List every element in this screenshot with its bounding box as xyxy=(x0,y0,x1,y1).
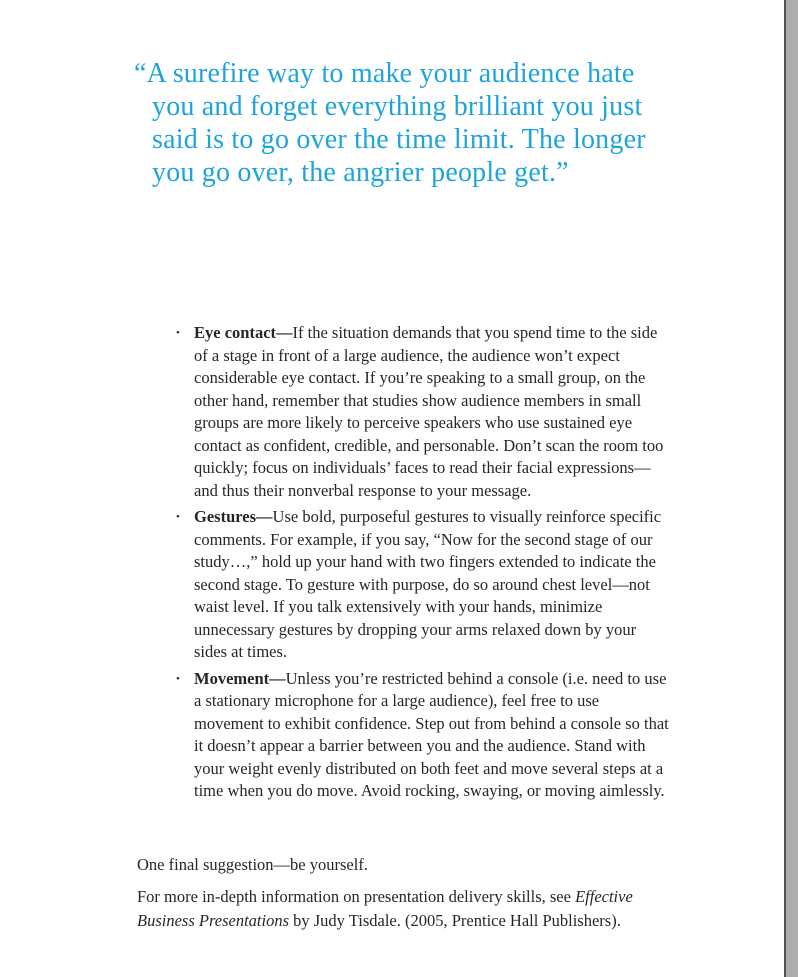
bullet-body: Unless you’re restricted behind a console (i.e. need to use a stationary microphone for a large audience), feel free to use movement to exhibit confidence. Step out from behind a console so that it doesn’t appear a barrier between you and the audience. Stand with your weight evenly distributed on both feet and move several steps at a time when you do move. Avoid rocking, swaying, or moving aimlessly. xyxy=(194,668,669,800)
bullet-body: Use bold, purposeful gestures to visually reinforce specific comments. For example, if you say, “Now for the second stage of our study…,” hold up your hand with two fingers extended to indicate the second stage. To gesture with purpose, do so around chest level—not waist level. If you talk extensively with your hands, minimize unnecessary gestures by dropping your arms relaxed down by your sides at times. xyxy=(194,507,662,661)
bullet-text xyxy=(194,668,670,803)
bullet-icon: • xyxy=(176,511,180,523)
pull-quote-line: you and forget everything brilliant you just xyxy=(152,91,643,122)
bullet-term: Gestures— xyxy=(194,507,273,526)
closing-paragraphs xyxy=(137,853,689,941)
bullet-item-gestures xyxy=(176,506,670,664)
bullet-text xyxy=(194,506,670,664)
bullet-text xyxy=(194,322,670,502)
bullet-term: Movement— xyxy=(194,668,286,688)
pull-quote-line: you go over, the angrier people get.” xyxy=(152,157,569,188)
bullet-item-eye-contact xyxy=(176,322,670,502)
bullet-body: If the situation demands that you spend time to the side of a stage in front of a large audience, the audience won’t expect considerable eye contact. If you’re speaking to a small group, on the other hand, remember that studies show audience members in small groups are more likely to perceive speakers who use sustained eye contact as confident, credible, and personable. Don’t scan the room too quickly; focus on individuals’ faces to read their facial expressions—and thus their nonverbal response to your message. xyxy=(194,323,664,500)
bullet-item-movement xyxy=(176,668,670,803)
pull-quote-line: said is to go over the time limit. The longer xyxy=(152,124,646,155)
bullet-term: Eye contact— xyxy=(194,323,293,342)
reference-paragraph xyxy=(137,885,689,933)
reference-book-title: Effective Business Presentations xyxy=(137,887,633,930)
bullet-icon: • xyxy=(176,327,180,339)
final-suggestion: One final suggestion—be yourself. xyxy=(137,855,368,874)
reference-text-post: by Judy Tisdale. (2005, Prentice Hall Publishers). xyxy=(289,911,621,930)
reference-text-pre: For more in-depth information on presentation delivery skills, see xyxy=(137,887,576,906)
bullet-icon: • xyxy=(176,672,180,685)
pull-quote xyxy=(134,57,694,189)
viewer-background-strip xyxy=(784,0,798,977)
pull-quote-line: “A surefire way to make your audience hate xyxy=(134,58,635,89)
bullet-list xyxy=(176,322,670,807)
